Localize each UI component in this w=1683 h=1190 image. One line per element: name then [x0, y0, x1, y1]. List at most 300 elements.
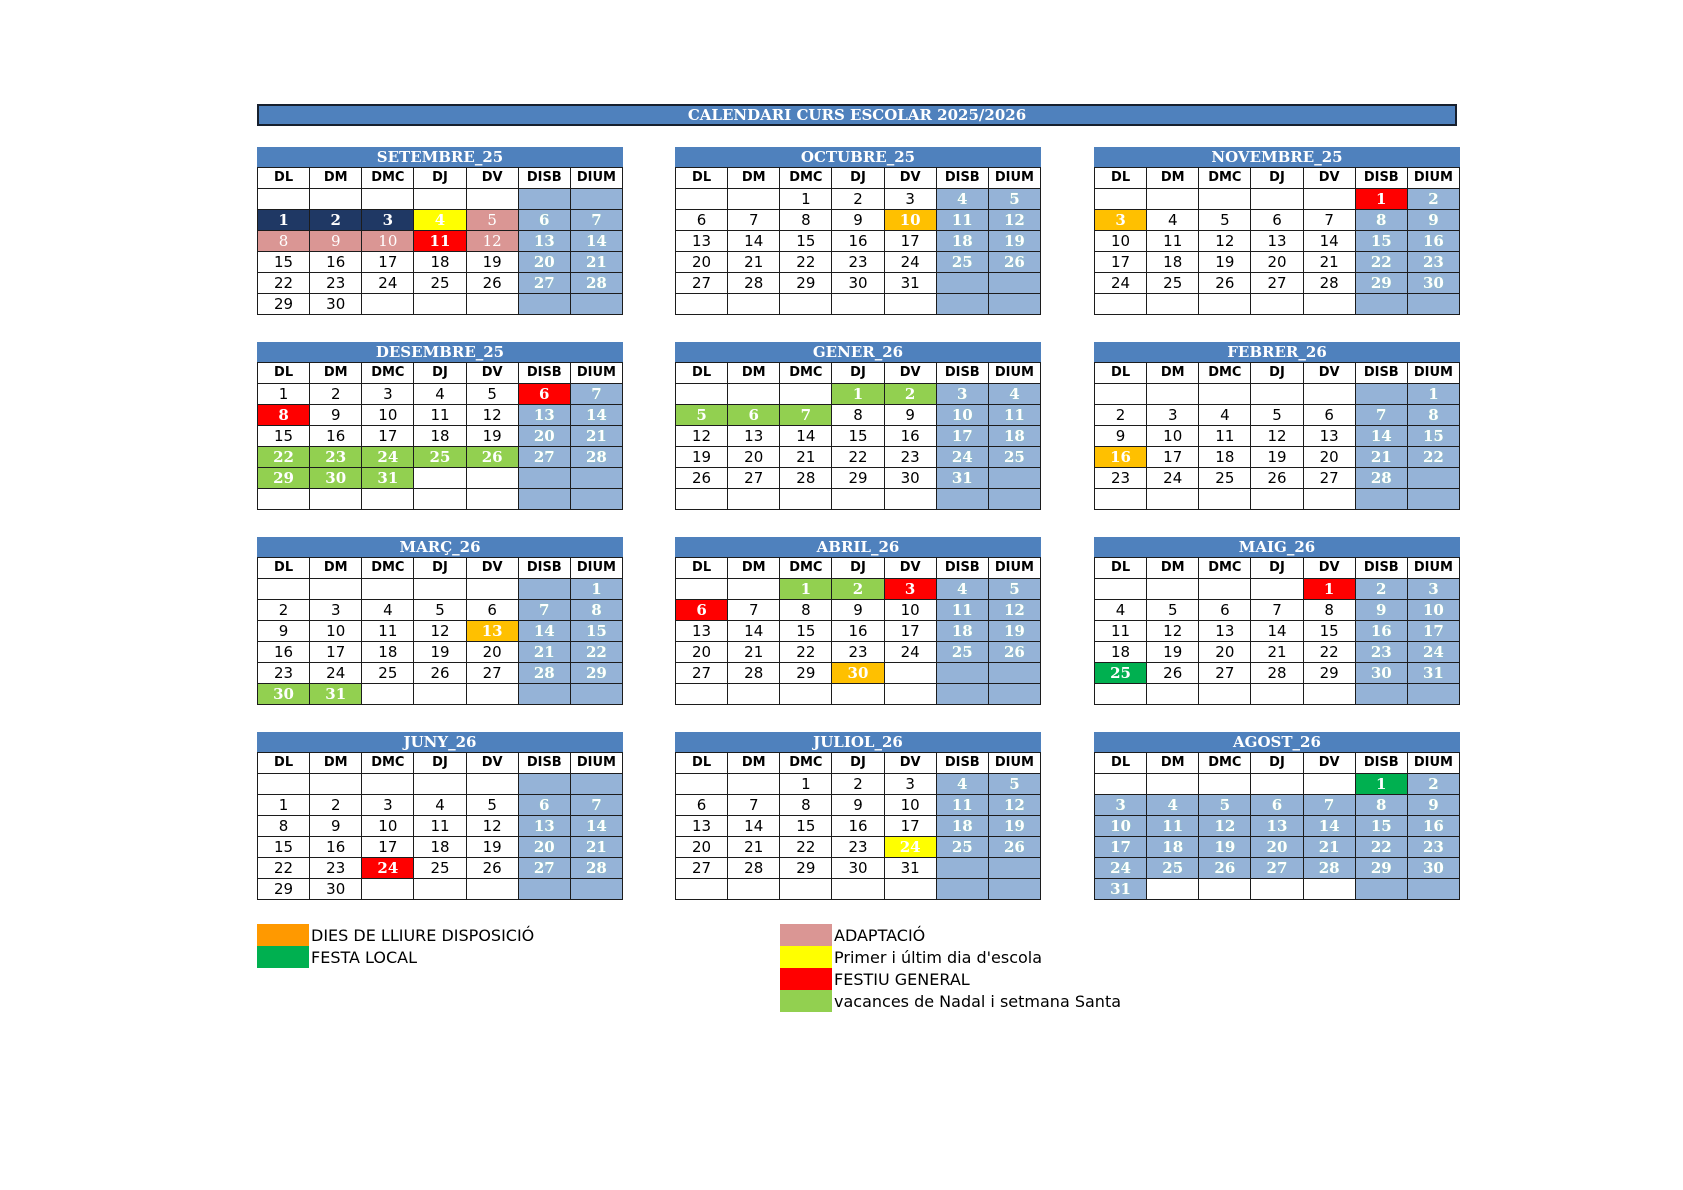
day-cell: 17: [362, 836, 414, 857]
day-cell: 18: [1147, 837, 1199, 858]
day-cell: 3: [362, 209, 414, 230]
legend-label: FESTA LOCAL: [311, 947, 417, 967]
week-row: [258, 468, 623, 489]
day-cell: 4: [1095, 600, 1147, 621]
day-cell: 27: [1251, 858, 1303, 879]
weekday-header: DL: [1095, 363, 1147, 384]
day-cell: 14: [570, 815, 622, 836]
day-cell: [1251, 579, 1303, 600]
day-cell: 6: [518, 209, 570, 230]
day-cell: 18: [1199, 447, 1251, 468]
day-cell: [414, 189, 466, 210]
weekday-header: DISB: [1355, 753, 1407, 774]
day-cell: [414, 878, 466, 899]
week-row: [676, 384, 1041, 405]
day-cell: 5: [988, 579, 1040, 600]
day-cell: 12: [414, 621, 466, 642]
day-cell: 4: [1199, 405, 1251, 426]
day-cell: [1251, 294, 1303, 315]
week-row: [1095, 795, 1460, 816]
day-cell: [1407, 684, 1459, 705]
day-cell: [1407, 294, 1459, 315]
day-cell: 8: [570, 600, 622, 621]
day-cell: 28: [728, 858, 780, 879]
day-cell: 11: [414, 230, 466, 251]
week-row: [258, 857, 623, 878]
day-cell: 13: [1251, 231, 1303, 252]
day-cell: 27: [518, 272, 570, 293]
weekday-header: DIUM: [1407, 168, 1459, 189]
weekday-header: DJ: [832, 558, 884, 579]
weekday-header: DJ: [832, 363, 884, 384]
weekday-header: DM: [728, 168, 780, 189]
weekday-header: DM: [310, 363, 362, 384]
day-cell: 24: [884, 252, 936, 273]
day-cell: 23: [258, 663, 310, 684]
day-cell: [988, 468, 1040, 489]
day-cell: 13: [676, 621, 728, 642]
day-cell: [936, 489, 988, 510]
day-cell: [676, 879, 728, 900]
day-cell: 20: [1251, 837, 1303, 858]
month-table: [675, 557, 1041, 705]
weekday-header: DL: [258, 363, 310, 384]
day-cell: 16: [310, 251, 362, 272]
month-calendar: [1094, 342, 1460, 510]
day-cell: 4: [988, 384, 1040, 405]
day-cell: [1303, 189, 1355, 210]
day-cell: 7: [780, 405, 832, 426]
day-cell: [518, 579, 570, 600]
day-cell: 20: [466, 642, 518, 663]
day-cell: 2: [832, 579, 884, 600]
day-cell: 20: [1251, 252, 1303, 273]
legend-label: ADAPTACIÓ: [834, 925, 926, 945]
legend-swatch: [780, 968, 832, 990]
day-cell: [1303, 384, 1355, 405]
day-cell: 6: [466, 600, 518, 621]
week-row: [676, 489, 1041, 510]
day-cell: 6: [676, 600, 728, 621]
day-cell: [362, 189, 414, 210]
day-cell: [1147, 294, 1199, 315]
day-cell: 30: [310, 468, 362, 489]
day-cell: [1147, 774, 1199, 795]
day-cell: [1199, 774, 1251, 795]
day-cell: 19: [988, 816, 1040, 837]
day-cell: 8: [1355, 210, 1407, 231]
week-row: [258, 642, 623, 663]
day-cell: 20: [728, 447, 780, 468]
day-cell: 20: [518, 836, 570, 857]
weekday-header: DIUM: [988, 168, 1040, 189]
weekday-header: DISB: [936, 363, 988, 384]
legend-item: [257, 946, 417, 968]
day-cell: 21: [728, 642, 780, 663]
day-cell: 11: [1147, 231, 1199, 252]
weekday-header: DV: [466, 753, 518, 774]
week-row: [676, 879, 1041, 900]
day-cell: 24: [884, 642, 936, 663]
day-cell: 11: [1199, 426, 1251, 447]
legend-item: [257, 924, 534, 946]
day-cell: 5: [466, 209, 518, 230]
day-cell: 28: [1251, 663, 1303, 684]
day-cell: [1303, 294, 1355, 315]
week-row: [1095, 858, 1460, 879]
day-cell: 16: [1355, 621, 1407, 642]
day-cell: 18: [414, 836, 466, 857]
day-cell: [1147, 384, 1199, 405]
day-cell: [780, 489, 832, 510]
day-cell: [936, 294, 988, 315]
day-cell: 21: [728, 252, 780, 273]
day-cell: 17: [1147, 447, 1199, 468]
day-cell: [676, 684, 728, 705]
day-cell: 8: [1303, 600, 1355, 621]
day-cell: 21: [728, 837, 780, 858]
week-row: [258, 189, 623, 210]
day-cell: [310, 579, 362, 600]
month-table: [257, 752, 623, 900]
month-calendar: [675, 342, 1041, 510]
weekday-header: DM: [1147, 558, 1199, 579]
day-cell: [1303, 684, 1355, 705]
legend-label: vacances de Nadal i setmana Santa: [834, 991, 1122, 1011]
day-cell: 22: [1355, 837, 1407, 858]
day-cell: [1199, 189, 1251, 210]
month-title: NOVEMBRE_25: [1094, 147, 1460, 167]
week-row: [258, 230, 623, 251]
day-cell: 17: [884, 231, 936, 252]
day-cell: [258, 774, 310, 795]
week-row: [676, 858, 1041, 879]
weekday-header: DIUM: [988, 558, 1040, 579]
weekday-header: DM: [1147, 363, 1199, 384]
day-cell: 6: [728, 405, 780, 426]
day-cell: 9: [1407, 795, 1459, 816]
day-cell: [1355, 879, 1407, 900]
day-cell: [676, 579, 728, 600]
day-cell: 10: [362, 815, 414, 836]
day-cell: 24: [310, 663, 362, 684]
month-table: [675, 362, 1041, 510]
day-cell: 14: [780, 426, 832, 447]
weekday-header: DV: [466, 363, 518, 384]
day-cell: 8: [258, 405, 310, 426]
weekday-header: DIUM: [1407, 753, 1459, 774]
day-cell: 6: [518, 384, 570, 405]
week-row: [258, 489, 623, 510]
day-cell: [1199, 294, 1251, 315]
day-cell: 13: [518, 230, 570, 251]
day-cell: 24: [362, 272, 414, 293]
week-row: [258, 209, 623, 230]
day-cell: 27: [1251, 273, 1303, 294]
week-row: [1095, 774, 1460, 795]
day-cell: 15: [258, 251, 310, 272]
legend-swatch: [780, 924, 832, 946]
day-cell: [832, 489, 884, 510]
day-cell: 31: [1095, 879, 1147, 900]
day-cell: 11: [362, 621, 414, 642]
day-cell: [570, 489, 622, 510]
day-cell: 16: [832, 621, 884, 642]
day-cell: 7: [728, 210, 780, 231]
day-cell: [936, 858, 988, 879]
day-cell: 10: [362, 230, 414, 251]
day-cell: 2: [310, 794, 362, 815]
day-cell: 17: [1095, 837, 1147, 858]
page-title: CALENDARI CURS ESCOLAR 2025/2026: [257, 104, 1457, 126]
day-cell: [936, 684, 988, 705]
day-cell: 23: [1095, 468, 1147, 489]
weekday-header: DM: [1147, 753, 1199, 774]
day-cell: 9: [832, 795, 884, 816]
week-row: [258, 426, 623, 447]
day-cell: 22: [780, 642, 832, 663]
day-cell: 22: [258, 447, 310, 468]
day-cell: [1355, 384, 1407, 405]
day-cell: 19: [676, 447, 728, 468]
week-row: [1095, 189, 1460, 210]
week-row: [258, 384, 623, 405]
day-cell: 25: [414, 447, 466, 468]
day-cell: 3: [1095, 795, 1147, 816]
day-cell: 3: [884, 774, 936, 795]
weekday-header: DIUM: [570, 363, 622, 384]
day-cell: [1303, 489, 1355, 510]
day-cell: [1147, 489, 1199, 510]
day-cell: 12: [1147, 621, 1199, 642]
day-cell: 23: [832, 252, 884, 273]
weekday-header: DJ: [1251, 363, 1303, 384]
week-row: [1095, 600, 1460, 621]
month-table: [257, 557, 623, 705]
week-row: [676, 189, 1041, 210]
day-cell: 24: [362, 447, 414, 468]
day-cell: 8: [1355, 795, 1407, 816]
weekday-header: DMC: [1199, 753, 1251, 774]
day-cell: 5: [466, 794, 518, 815]
day-cell: 25: [1147, 273, 1199, 294]
legend-swatch: [257, 924, 309, 946]
month-table: [257, 167, 623, 315]
day-cell: 1: [1407, 384, 1459, 405]
weekday-header: DL: [258, 753, 310, 774]
day-cell: 21: [1355, 447, 1407, 468]
day-cell: [1355, 684, 1407, 705]
day-cell: [988, 273, 1040, 294]
month-calendar: [1094, 537, 1460, 705]
day-cell: [310, 489, 362, 510]
weekday-header: DMC: [1199, 363, 1251, 384]
week-row: [258, 815, 623, 836]
week-row: [258, 600, 623, 621]
month-title: GENER_26: [675, 342, 1041, 362]
day-cell: 20: [1199, 642, 1251, 663]
legend-swatch: [257, 946, 309, 968]
day-cell: [1095, 774, 1147, 795]
week-row: [676, 795, 1041, 816]
day-cell: [728, 294, 780, 315]
day-cell: 4: [414, 209, 466, 230]
day-cell: 18: [1147, 252, 1199, 273]
week-row: [676, 447, 1041, 468]
day-cell: 29: [780, 273, 832, 294]
day-cell: 21: [1303, 837, 1355, 858]
day-cell: [518, 468, 570, 489]
weekday-header: DV: [884, 753, 936, 774]
legend-label: Primer i últim dia d'escola: [834, 947, 1043, 967]
week-row: [676, 405, 1041, 426]
day-cell: 7: [570, 209, 622, 230]
weekday-header: DMC: [362, 363, 414, 384]
weekday-header: DV: [466, 558, 518, 579]
legend-label: DIES DE LLIURE DISPOSICIÓ: [311, 925, 535, 945]
day-cell: 16: [832, 816, 884, 837]
day-cell: 14: [1355, 426, 1407, 447]
day-cell: 8: [258, 230, 310, 251]
day-cell: [466, 189, 518, 210]
day-cell: [570, 774, 622, 795]
day-cell: 27: [466, 663, 518, 684]
day-cell: 6: [1199, 600, 1251, 621]
day-cell: [362, 489, 414, 510]
day-cell: 29: [258, 293, 310, 314]
day-cell: 14: [728, 816, 780, 837]
week-row: [1095, 489, 1460, 510]
day-cell: 24: [1095, 858, 1147, 879]
day-cell: 30: [832, 663, 884, 684]
day-cell: 9: [1355, 600, 1407, 621]
day-cell: [1355, 294, 1407, 315]
day-cell: [570, 189, 622, 210]
day-cell: 10: [362, 405, 414, 426]
weekday-header: DJ: [414, 363, 466, 384]
day-cell: 19: [1147, 642, 1199, 663]
day-cell: 21: [570, 251, 622, 272]
week-row: [676, 600, 1041, 621]
day-cell: 31: [884, 273, 936, 294]
day-cell: 26: [414, 663, 466, 684]
day-cell: 3: [936, 384, 988, 405]
day-cell: 10: [884, 795, 936, 816]
day-cell: 11: [936, 795, 988, 816]
day-cell: 1: [780, 579, 832, 600]
day-cell: 17: [310, 642, 362, 663]
day-cell: 7: [570, 794, 622, 815]
weekday-header: DV: [884, 558, 936, 579]
day-cell: 6: [1303, 405, 1355, 426]
day-cell: 28: [780, 468, 832, 489]
day-cell: 16: [258, 642, 310, 663]
day-cell: [258, 489, 310, 510]
week-row: [1095, 879, 1460, 900]
weekday-header: DV: [1303, 558, 1355, 579]
day-cell: 12: [466, 230, 518, 251]
month-title: MARÇ_26: [257, 537, 623, 557]
day-cell: 26: [1251, 468, 1303, 489]
day-cell: 7: [518, 600, 570, 621]
day-cell: 27: [1199, 663, 1251, 684]
day-cell: 7: [728, 795, 780, 816]
day-cell: [676, 384, 728, 405]
day-cell: 12: [466, 815, 518, 836]
day-cell: [466, 579, 518, 600]
day-cell: 29: [832, 468, 884, 489]
day-cell: 10: [884, 600, 936, 621]
legend-swatch: [780, 946, 832, 968]
weekday-header: DISB: [1355, 168, 1407, 189]
day-cell: [414, 468, 466, 489]
day-cell: [884, 879, 936, 900]
day-cell: 12: [988, 210, 1040, 231]
day-cell: 31: [936, 468, 988, 489]
day-cell: 1: [1303, 579, 1355, 600]
day-cell: 19: [988, 621, 1040, 642]
week-row: [676, 231, 1041, 252]
day-cell: 27: [518, 857, 570, 878]
weekday-header: DM: [1147, 168, 1199, 189]
day-cell: [780, 384, 832, 405]
day-cell: 18: [1095, 642, 1147, 663]
weekday-header: DISB: [518, 558, 570, 579]
day-cell: [1095, 579, 1147, 600]
day-cell: [466, 684, 518, 705]
day-cell: [414, 774, 466, 795]
day-cell: 16: [310, 426, 362, 447]
day-cell: [1095, 489, 1147, 510]
day-cell: [1199, 684, 1251, 705]
weekday-header: DIUM: [570, 558, 622, 579]
day-cell: 25: [936, 252, 988, 273]
day-cell: 28: [570, 447, 622, 468]
day-cell: 22: [1355, 252, 1407, 273]
week-row: [676, 684, 1041, 705]
day-cell: 20: [518, 426, 570, 447]
day-cell: 18: [988, 426, 1040, 447]
weekday-header: DJ: [1251, 168, 1303, 189]
weekday-header: DMC: [780, 168, 832, 189]
day-cell: 1: [832, 384, 884, 405]
day-cell: 30: [1407, 273, 1459, 294]
day-cell: 13: [676, 816, 728, 837]
day-cell: 15: [258, 836, 310, 857]
week-row: [1095, 252, 1460, 273]
day-cell: 15: [1407, 426, 1459, 447]
weekday-header: DM: [728, 363, 780, 384]
day-cell: 1: [258, 384, 310, 405]
month-title: SETEMBRE_25: [257, 147, 623, 167]
day-cell: [466, 878, 518, 899]
day-cell: 19: [466, 251, 518, 272]
day-cell: 24: [936, 447, 988, 468]
weekday-header: DIUM: [988, 363, 1040, 384]
week-row: [1095, 273, 1460, 294]
day-cell: 18: [936, 621, 988, 642]
day-cell: 23: [1355, 642, 1407, 663]
legend-label: FESTIU GENERAL: [834, 969, 970, 989]
day-cell: 12: [1199, 816, 1251, 837]
day-cell: [310, 189, 362, 210]
day-cell: 6: [676, 795, 728, 816]
day-cell: [362, 878, 414, 899]
day-cell: 18: [414, 251, 466, 272]
day-cell: [466, 489, 518, 510]
week-row: [258, 293, 623, 314]
day-cell: 1: [1355, 774, 1407, 795]
